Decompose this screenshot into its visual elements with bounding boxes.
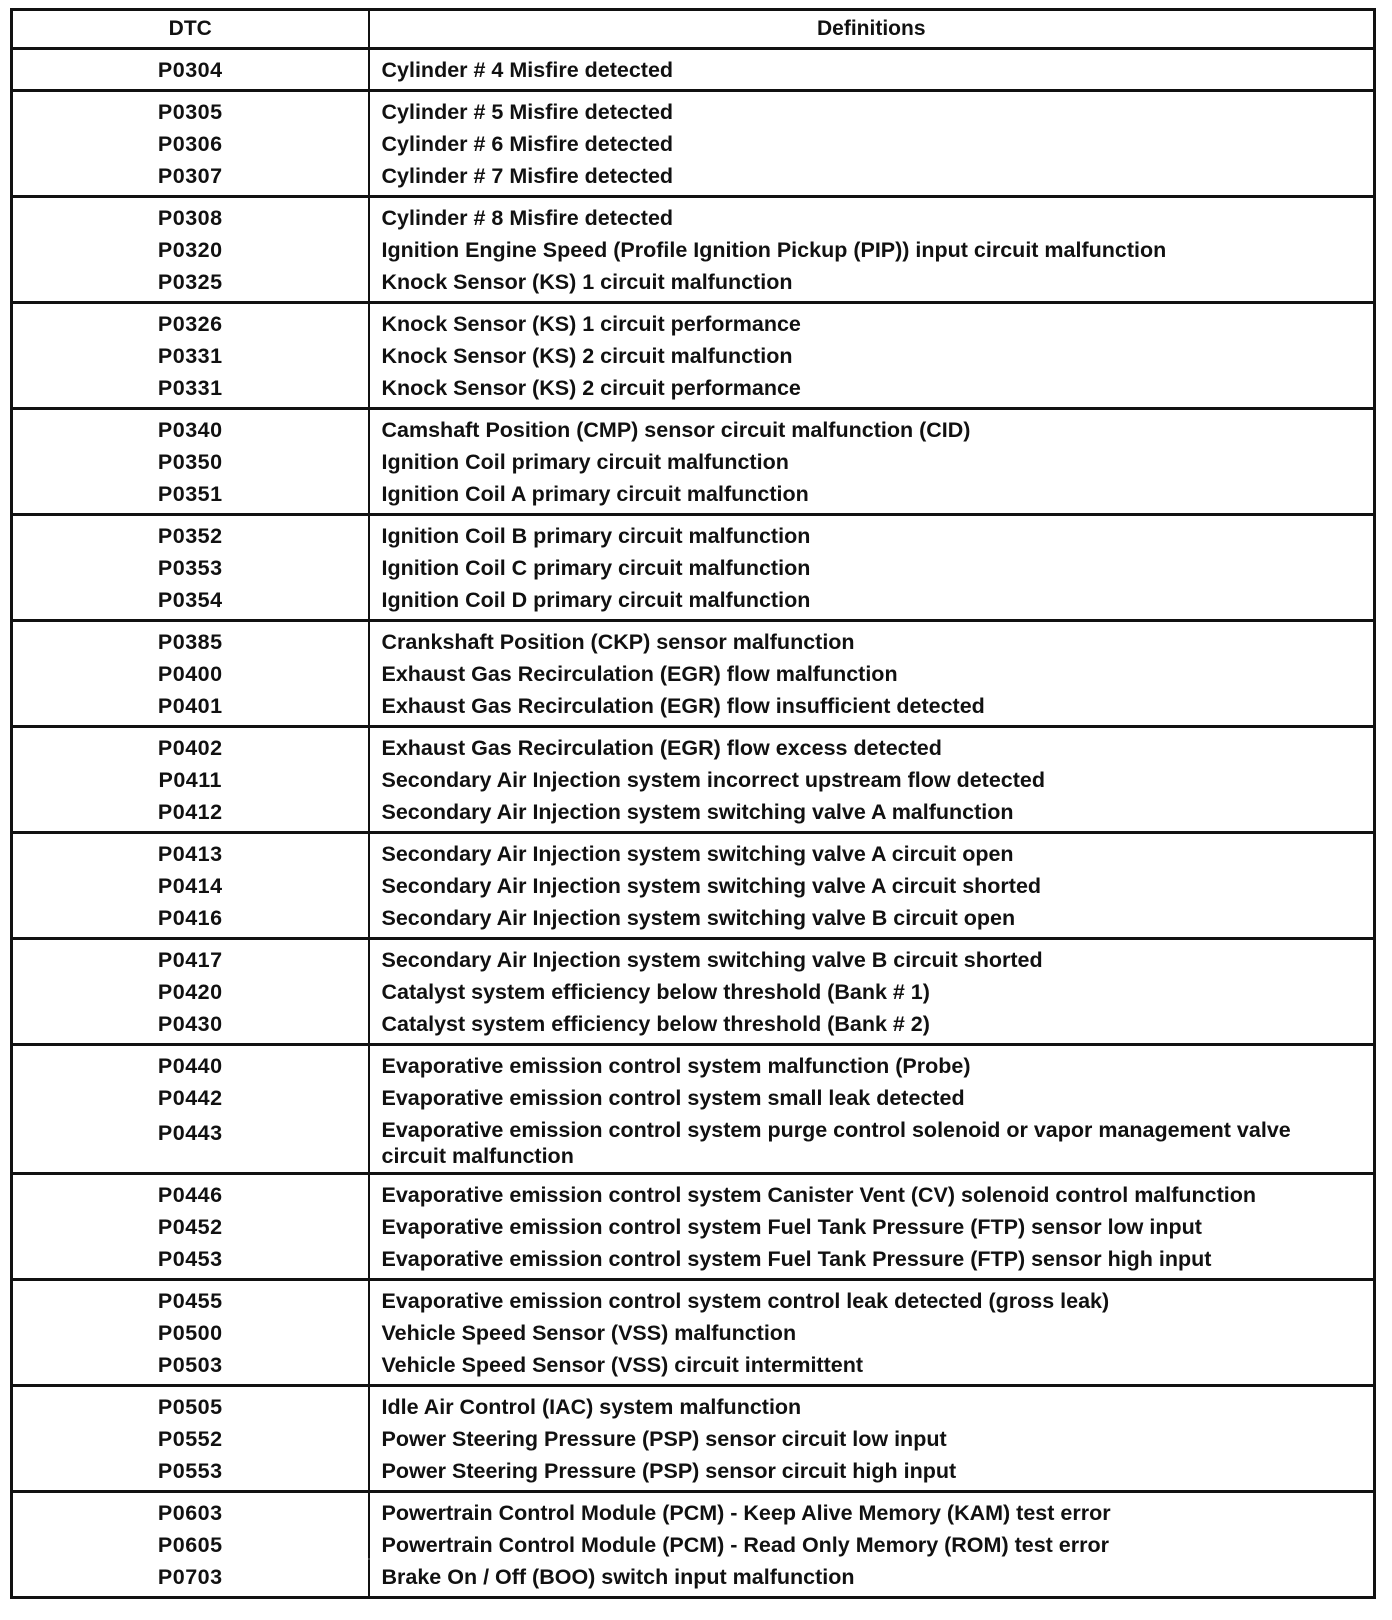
definition-cell: Knock Sensor (KS) 2 circuit malfunction — [381, 344, 793, 368]
definition-cell: Vehicle Speed Sensor (VSS) malfunction — [381, 1321, 797, 1345]
dtc-code-cell: P0412 — [12, 796, 369, 833]
table-row — [12, 902, 1375, 939]
dtc-code-cell: P0350 — [12, 446, 369, 478]
table-row — [12, 91, 1375, 129]
table-row — [12, 1561, 1375, 1598]
dtc-code-cell: P0320 — [12, 234, 369, 266]
table-row — [12, 478, 1375, 515]
table-row — [12, 1008, 1375, 1045]
header-row — [12, 10, 1375, 49]
dtc-code-cell: P0401 — [12, 690, 369, 727]
table-row — [12, 939, 1375, 977]
definition-cell: Ignition Coil C primary circuit malfunction — [381, 556, 811, 580]
definition-cell: Camshaft Position (CMP) sensor circuit malfunction (CID) — [381, 418, 971, 442]
dtc-code-cell: P0352 — [12, 515, 369, 553]
definition-cell: Secondary Air Injection system switching valve B circuit shorted — [381, 948, 1043, 972]
table-row — [12, 1386, 1375, 1424]
table-row — [12, 621, 1375, 659]
table-row — [12, 234, 1375, 266]
table-row — [12, 1243, 1375, 1280]
dtc-code-cell: P0325 — [12, 266, 369, 303]
table-row — [12, 727, 1375, 765]
table-row — [12, 1174, 1375, 1212]
definition-cell: Cylinder # 7 Misfire detected — [369, 160, 1375, 197]
definition-cell: Exhaust Gas Recirculation (EGR) flow malfunction — [381, 662, 898, 686]
dtc-code-cell: P0353 — [12, 552, 369, 584]
definition-cell: Powertrain Control Module (PCM) - Keep Alive Memory (KAM) test error — [381, 1501, 1111, 1525]
table-row — [12, 796, 1375, 833]
definition-cell: Catalyst system efficiency below threshold (Bank # 2) — [369, 1008, 1375, 1045]
definition-cell: Evaporative emission control system Fuel Tank Pressure (FTP) sensor high input — [369, 1243, 1375, 1280]
definition-cell: Power Steering Pressure (PSP) sensor circuit low input — [381, 1427, 947, 1451]
dtc-code-cell: P0552 — [12, 1423, 369, 1455]
dtc-code-cell: P0306 — [12, 128, 369, 160]
table-row — [12, 1423, 1375, 1455]
table-row — [12, 372, 1375, 409]
definition-cell: Secondary Air Injection system incorrect upstream flow detected — [381, 768, 1046, 792]
dtc-code-cell: P0603 — [12, 1492, 369, 1530]
table-row — [12, 1455, 1375, 1492]
page-speck — [368, 1558, 370, 1560]
table-row — [12, 870, 1375, 902]
definition-cell: Ignition Coil A primary circuit malfunction — [369, 478, 1375, 515]
definition-cell: Vehicle Speed Sensor (VSS) circuit intermittent — [369, 1349, 1375, 1386]
definition-cell: Evaporative emission control system Fuel Tank Pressure (FTP) sensor low input — [381, 1215, 1202, 1239]
dtc-code-cell: P0453 — [12, 1243, 369, 1280]
dtc-code-cell: P0413 — [12, 833, 369, 871]
table-row — [12, 1211, 1375, 1243]
dtc-table — [10, 8, 1376, 1599]
dtc-table-container — [10, 8, 1376, 1599]
dtc-code-cell: P0340 — [12, 409, 369, 447]
table-row — [12, 764, 1375, 796]
dtc-code-cell: P0305 — [12, 91, 369, 129]
dtc-code-cell: P0411 — [12, 764, 369, 796]
definition-cell: Cylinder # 6 Misfire detected — [381, 132, 674, 156]
dtc-code-cell: P0430 — [12, 1008, 369, 1045]
table-row — [12, 1492, 1375, 1530]
dtc-code-cell: P0414 — [12, 870, 369, 902]
table-row — [12, 1280, 1375, 1318]
definition-cell: Evaporative emission control system malfunction (Probe) — [381, 1054, 971, 1078]
definition-cell: Catalyst system efficiency below threshold (Bank # 1) — [381, 980, 930, 1004]
table-row — [12, 128, 1375, 160]
table-row — [12, 1114, 1375, 1174]
dtc-code-cell: P0400 — [12, 658, 369, 690]
definition-cell: Idle Air Control (IAC) system malfunction — [381, 1395, 802, 1419]
table-row — [12, 584, 1375, 621]
dtc-code-cell: P0455 — [12, 1280, 369, 1318]
dtc-code-cell: P0331 — [12, 340, 369, 372]
definition-cell: Secondary Air Injection system switching valve A malfunction — [369, 796, 1375, 833]
definition-cell: Powertrain Control Module (PCM) - Read Only Memory (ROM) test error — [381, 1533, 1109, 1557]
definition-cell: Evaporative emission control system small leak detected — [381, 1086, 965, 1110]
table-row — [12, 1529, 1375, 1561]
table-row — [12, 49, 1375, 91]
dtc-code-cell: P0326 — [12, 303, 369, 341]
table-row — [12, 340, 1375, 372]
definition-cell: Exhaust Gas Recirculation (EGR) flow insufficient detected — [369, 690, 1375, 727]
dtc-code-cell: P0503 — [12, 1349, 369, 1386]
table-row — [12, 552, 1375, 584]
dtc-code-cell: P0416 — [12, 902, 369, 939]
table-row — [12, 446, 1375, 478]
dtc-code-cell: P0443 — [12, 1114, 369, 1174]
definition-cell: Ignition Coil B primary circuit malfunction — [381, 524, 811, 548]
dtc-code-cell: P0442 — [12, 1082, 369, 1114]
definition-cell: Evaporative emission control system control leak detected (gross leak) — [381, 1289, 1110, 1313]
dtc-code-cell: P0385 — [12, 621, 369, 659]
table-row — [12, 197, 1375, 235]
dtc-code-cell: P0304 — [12, 49, 369, 91]
column-header-dtc: DTC — [12, 10, 369, 49]
definition-cell: Knock Sensor (KS) 2 circuit performance — [369, 372, 1375, 409]
dtc-code-cell: P0402 — [12, 727, 369, 765]
dtc-code-cell: P0420 — [12, 976, 369, 1008]
table-row — [12, 976, 1375, 1008]
table-row — [12, 1082, 1375, 1114]
definition-cell: Exhaust Gas Recirculation (EGR) flow excess detected — [381, 736, 942, 760]
definition-cell: Brake On / Off (BOO) switch input malfunction — [381, 1565, 855, 1589]
dtc-code-cell: P0351 — [12, 478, 369, 515]
table-header — [12, 10, 1375, 49]
definition-cell: Power Steering Pressure (PSP) sensor circuit high input — [369, 1455, 1375, 1492]
definition-cell: Ignition Coil primary circuit malfunction — [381, 450, 789, 474]
table-row — [12, 409, 1375, 447]
table-row — [12, 303, 1375, 341]
definition-cell: Secondary Air Injection system switching valve A circuit shorted — [381, 874, 1042, 898]
dtc-code-cell: P0605 — [12, 1529, 369, 1561]
table-row — [12, 1317, 1375, 1349]
table-row — [12, 515, 1375, 553]
column-header-definitions: Definitions — [369, 10, 1375, 49]
dtc-code-cell: P0354 — [12, 584, 369, 621]
definition-cell: Evaporative emission control system Canister Vent (CV) solenoid control malfunction — [381, 1183, 1257, 1207]
table-row — [12, 266, 1375, 303]
definition-cell: Knock Sensor (KS) 1 circuit performance — [381, 312, 801, 336]
definition-cell: Ignition Engine Speed (Profile Ignition Pickup (PIP)) input circuit malfunction — [381, 238, 1167, 262]
definition-cell: Ignition Coil D primary circuit malfunction — [369, 584, 1375, 621]
dtc-code-cell: P0331 — [12, 372, 369, 409]
table-row — [12, 690, 1375, 727]
definition-cell: Cylinder # 4 Misfire detected — [369, 49, 1375, 91]
dtc-code-cell: P0703 — [12, 1561, 369, 1598]
dtc-code-cell: P0553 — [12, 1455, 369, 1492]
table-row — [12, 833, 1375, 871]
dtc-code-cell: P0308 — [12, 197, 369, 235]
dtc-code-cell: P0505 — [12, 1386, 369, 1424]
dtc-code-cell: P0446 — [12, 1174, 369, 1212]
definition-cell: Secondary Air Injection system switching valve B circuit open — [369, 902, 1375, 939]
definition-cell: Cylinder # 5 Misfire detected — [381, 100, 674, 124]
table-row — [12, 1349, 1375, 1386]
definition-cell: Knock Sensor (KS) 1 circuit malfunction — [369, 266, 1375, 303]
dtc-code-cell: P0307 — [12, 160, 369, 197]
dtc-code-cell: P0452 — [12, 1211, 369, 1243]
table-row — [12, 658, 1375, 690]
dtc-code-cell: P0440 — [12, 1045, 369, 1083]
definition-cell: Crankshaft Position (CKP) sensor malfunction — [381, 630, 855, 654]
dtc-code-cell: P0417 — [12, 939, 369, 977]
definition-cell: Secondary Air Injection system switching valve A circuit open — [381, 842, 1014, 866]
definition-cell: Cylinder # 8 Misfire detected — [381, 206, 674, 230]
table-body — [12, 49, 1375, 1598]
table-row — [12, 1045, 1375, 1083]
table-row — [12, 160, 1375, 197]
dtc-code-cell: P0500 — [12, 1317, 369, 1349]
definition-cell: Evaporative emission control system purge control solenoid or vapor management valve circuit malfunction — [369, 1114, 1375, 1174]
